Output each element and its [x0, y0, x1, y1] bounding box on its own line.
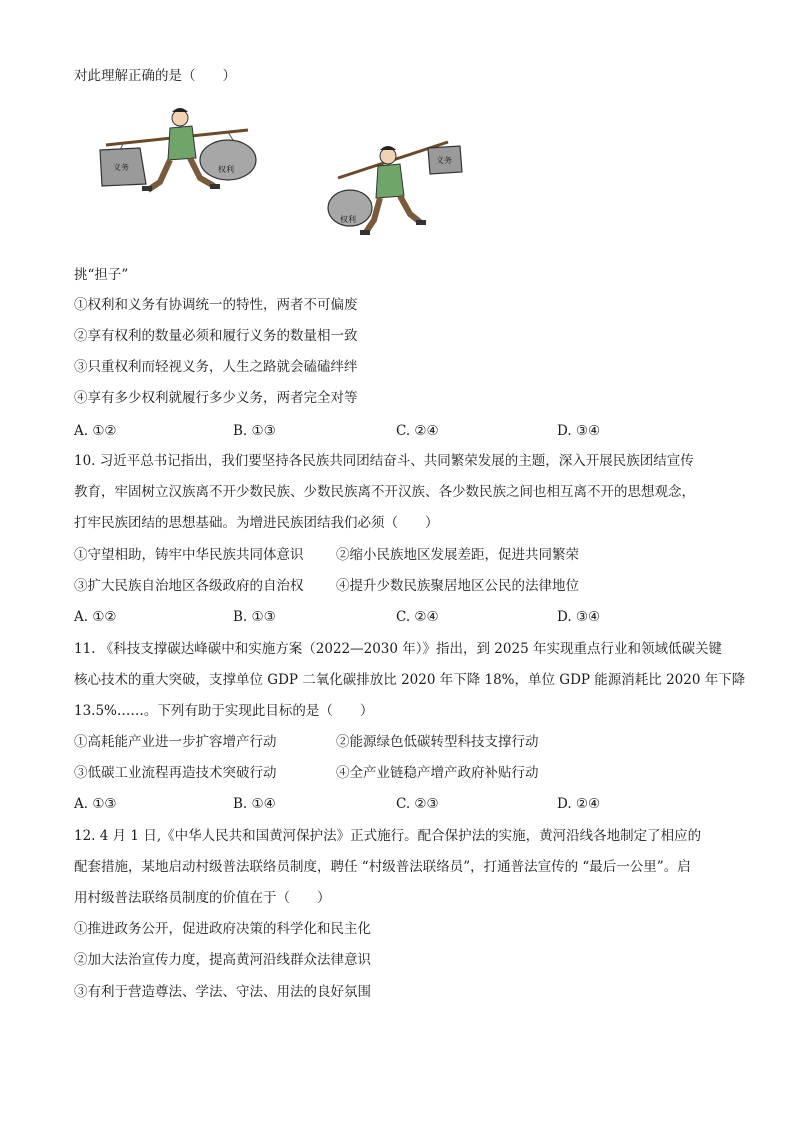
q9-statement-1: ①权利和义务有协调统一的特性，两者不可偏废 [74, 297, 358, 313]
q11-statement-4: ④全产业链稳产增产政府补贴行动 [336, 765, 539, 781]
basket-label-right-left: 权利 [218, 165, 234, 174]
q10-option-d[interactable]: D. ③④ [557, 609, 601, 625]
q10-option-c[interactable]: C. ②④ [396, 609, 439, 625]
q11-option-d[interactable]: D. ②④ [557, 796, 601, 812]
q9-option-b[interactable]: B. ①③ [233, 423, 276, 439]
q12-statement-3: ③有利于营造尊法、学法、守法、用法的良好氛围 [74, 984, 371, 1000]
q12-statement-2: ②加大法治宣传力度，提高黄河沿线群众法律意识 [74, 952, 371, 968]
q11-statement-3: ③低碳工业流程再造技术突破行动 [74, 765, 277, 781]
q12-statement-1: ①推进政务公开，促进政府决策的科学化和民主化 [74, 921, 371, 937]
q9-statement-2: ②享有权利的数量必须和履行义务的数量相一致 [74, 328, 358, 344]
q11-statement-2: ②能源绿色低碳转型科技支撑行动 [336, 734, 539, 750]
q10-stem-line-1: 10. 习近平总书记指出，我们要坚持各民族共同团结奋斗、共同繁荣发展的主题，深入开展民族团结宣传 [74, 453, 694, 469]
q12-stem-line-2: 配套措施，某地启动村级普法联络员制度，聘任 “村级普法联络员”，打通普法宣传的 “最后一公里”。启 [74, 859, 691, 875]
q11-option-b[interactable]: B. ①④ [233, 796, 276, 812]
q11-option-a[interactable]: A. ①③ [74, 796, 117, 812]
q9-option-d[interactable]: D. ③④ [557, 423, 601, 439]
q9-option-a[interactable]: A. ①② [74, 423, 117, 439]
q9-option-c[interactable]: C. ②④ [396, 423, 439, 439]
q11-stem-line-1: 11. 《科技支撑碳达峰碳中和实施方案（2022—2030 年）》指出，到 2025 年实现重点行业和领域低碳关键 [74, 641, 722, 657]
q10-statement-2: ②缩小民族地区发展差距，促进共同繁荣 [336, 547, 579, 563]
q10-option-a[interactable]: A. ①② [74, 609, 117, 625]
basket-label-duty-left: 义务 [113, 163, 129, 172]
q11-statement-1: ①高耗能产业进一步扩容增产行动 [74, 734, 277, 750]
carrying-pole-illustration [88, 100, 488, 250]
q11-option-c[interactable]: C. ②③ [396, 796, 439, 812]
q12-stem-line-1: 12. 4 月 1 日,《中华人民共和国黄河保护法》正式施行。配合保护法的实施，黄河沿线各地制定了相应的 [74, 828, 702, 844]
q10-option-b[interactable]: B. ①③ [233, 609, 276, 625]
q11-stem-line-3: 13.5%……。下列有助于实现此目标的是（ ） [74, 703, 374, 719]
balanced-carrier-cartoon [100, 108, 256, 191]
figure-caption: 挑“担子” [74, 267, 129, 283]
q10-stem-line-2: 教育，牢固树立汉族离不开少数民族、少数民族离不开汉族、各少数民族之间也相互离不开的思想观念， [74, 484, 695, 500]
q10-statement-4: ④提升少数民族聚居地区公民的法律地位 [336, 578, 579, 594]
q10-statement-1: ①守望相助，铸牢中华民族共同体意识 [74, 547, 304, 563]
q10-stem-line-3: 打牢民族团结的思想基础。为增进民族团结我们必须（ ） [74, 515, 439, 531]
cartoon-figure [88, 100, 488, 250]
q12-stem-line-3: 用村级普法联络员制度的价值在于（ ） [74, 890, 331, 906]
basket-label-right-heavy: 权利 [340, 215, 356, 224]
q9-statement-4: ④享有多少权利就履行多少义务，两者完全对等 [74, 390, 358, 406]
q9-statement-3: ③只重权利而轻视义务，人生之路就会磕磕绊绊 [74, 359, 358, 375]
q10-statement-3: ③扩大民族自治地区各级政府的自治权 [74, 578, 304, 594]
question-stem-continuation: 对此理解正确的是（ ） [74, 68, 236, 84]
q11-stem-line-2: 核心技术的重大突破，支撑单位 GDP 二氧化碳排放比 2020 年下降 18%，单位 GDP 能源消耗比 2020 年下降 [74, 672, 746, 688]
basket-label-duty-light: 义务 [436, 156, 452, 165]
